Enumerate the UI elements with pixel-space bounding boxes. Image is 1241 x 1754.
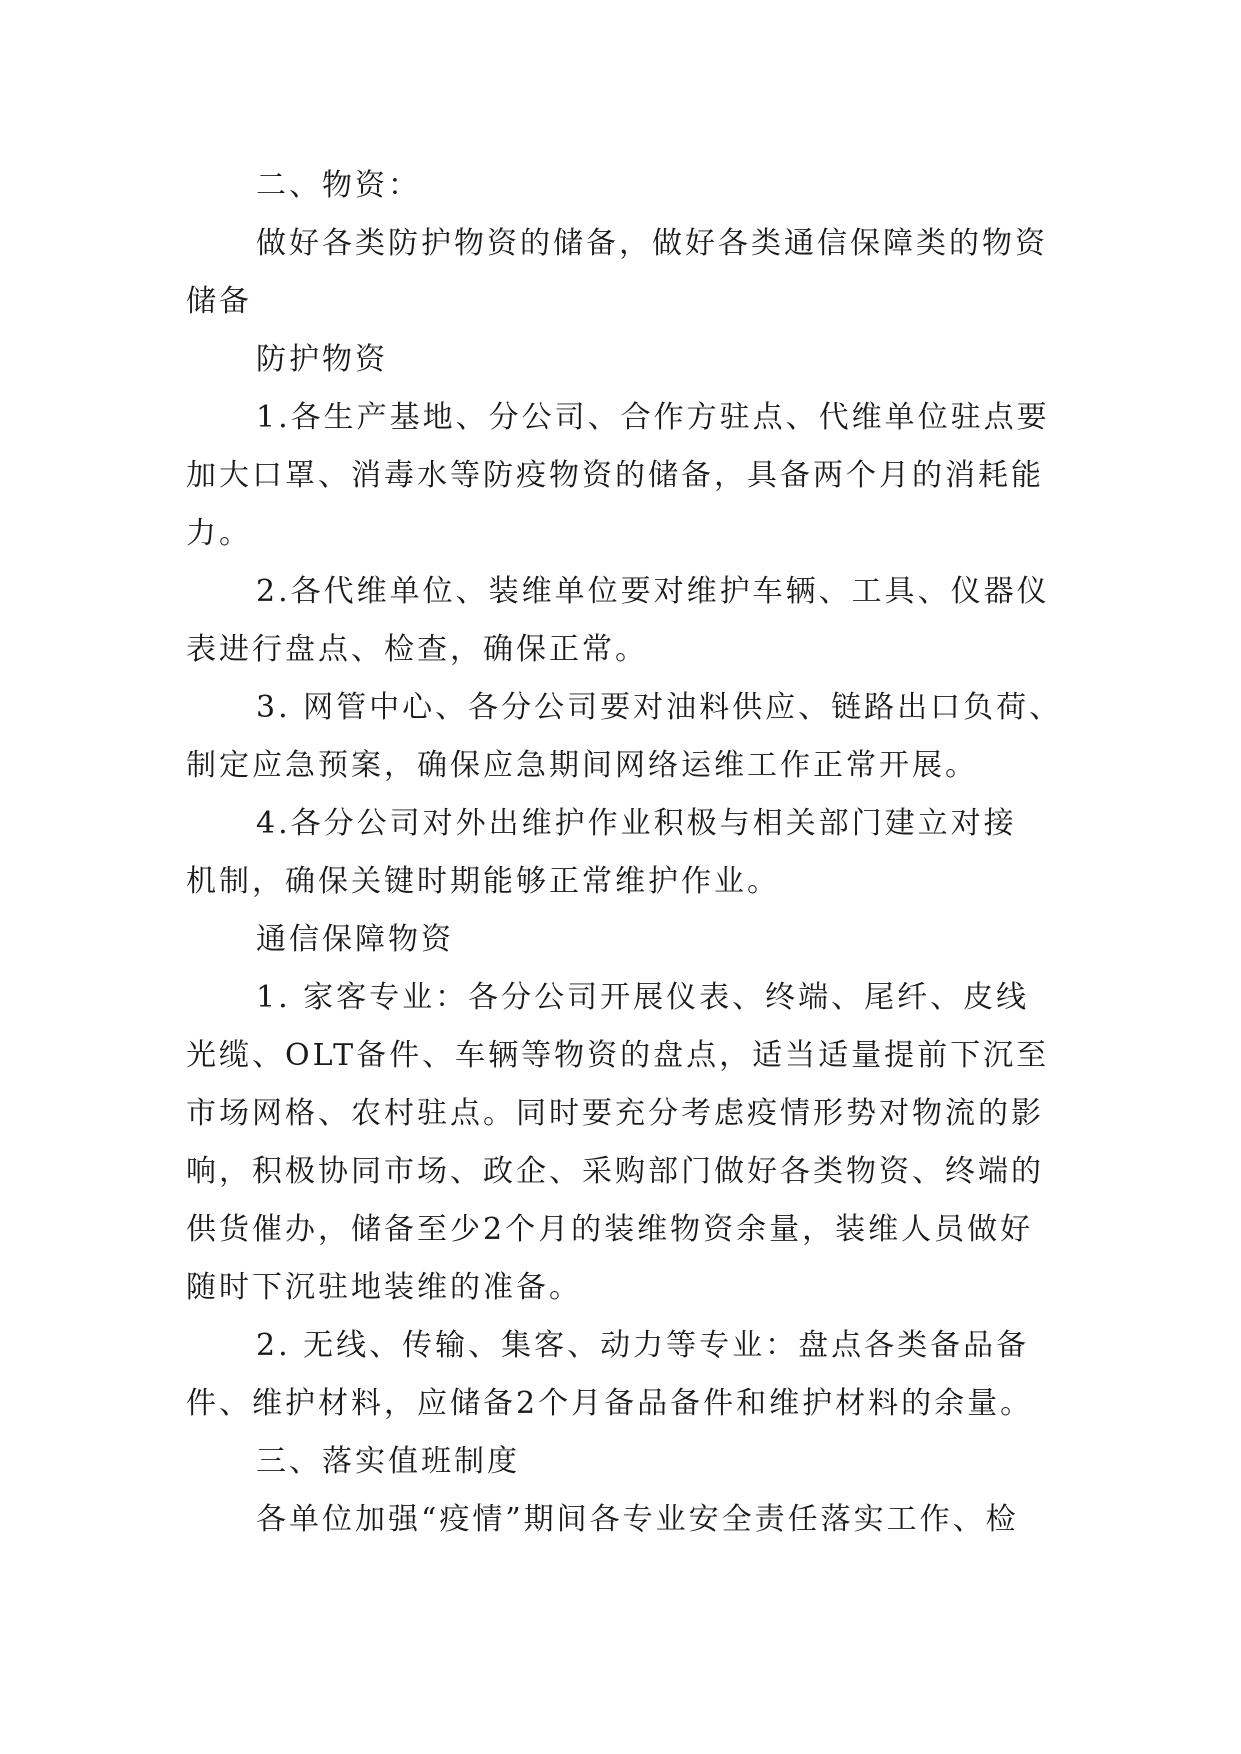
section-heading-duty-system: 三、落实值班制度 [256, 1444, 520, 1479]
paragraph-line: 储备 [186, 284, 252, 319]
paragraph-line: 表进行盘点、检查，确保正常。 [186, 632, 648, 667]
paragraph-line: 加大口罩、消毒水等防疫物资的储备，具备两个月的消耗能 [186, 458, 1044, 493]
paragraph-line: 响，积极协同市场、政企、采购部门做好各类物资、终端的 [186, 1154, 1044, 1189]
paragraph-line: 件、维护材料，应储备2个月备品备件和维护材料的余量。 [186, 1386, 1034, 1421]
subheading-protective-materials: 防护物资 [256, 342, 388, 377]
paragraph-line: 1.各生产基地、分公司、合作方驻点、代维单位驻点要 [256, 400, 1050, 435]
paragraph-line: 2. 无线、传输、集客、动力等专业：盘点各类备品备 [256, 1328, 1030, 1363]
paragraph-line: 供货催办，储备至少2个月的装维物资余量，装维人员做好 [186, 1212, 1034, 1247]
paragraph-line: 力。 [186, 516, 252, 551]
paragraph-line: 各单位加强“疫情”期间各专业安全责任落实工作、检 [256, 1502, 1019, 1537]
paragraph-line: 机制，确保关键时期能够正常维护作业。 [186, 864, 780, 899]
paragraph-line: 1. 家客专业：各分公司开展仪表、终端、尾纤、皮线 [256, 980, 1030, 1015]
paragraph-line: 2.各代维单位、装维单位要对维护车辆、工具、仪器仪 [256, 574, 1050, 609]
paragraph-line: 3. 网管中心、各分公司要对油料供应、链路出口负荷、 [256, 690, 1063, 725]
paragraph-line: 制定应急预案，确保应急期间网络运维工作正常开展。 [186, 748, 978, 783]
paragraph-line: 光缆、OLT备件、车辆等物资的盘点，适当适量提前下沉至 [186, 1038, 1050, 1073]
paragraph-line: 做好各类防护物资的储备，做好各类通信保障类的物资 [256, 226, 1048, 261]
paragraph-line: 4.各分公司对外出维护作业积极与相关部门建立对接 [256, 806, 1017, 841]
paragraph-line: 随时下沉驻地装维的准备。 [186, 1270, 582, 1305]
section-heading-materials: 二、物资： [256, 168, 421, 203]
paragraph-line: 市场网格、农村驻点。同时要充分考虑疫情形势对物流的影 [186, 1096, 1044, 1131]
subheading-communication-materials: 通信保障物资 [256, 922, 454, 957]
